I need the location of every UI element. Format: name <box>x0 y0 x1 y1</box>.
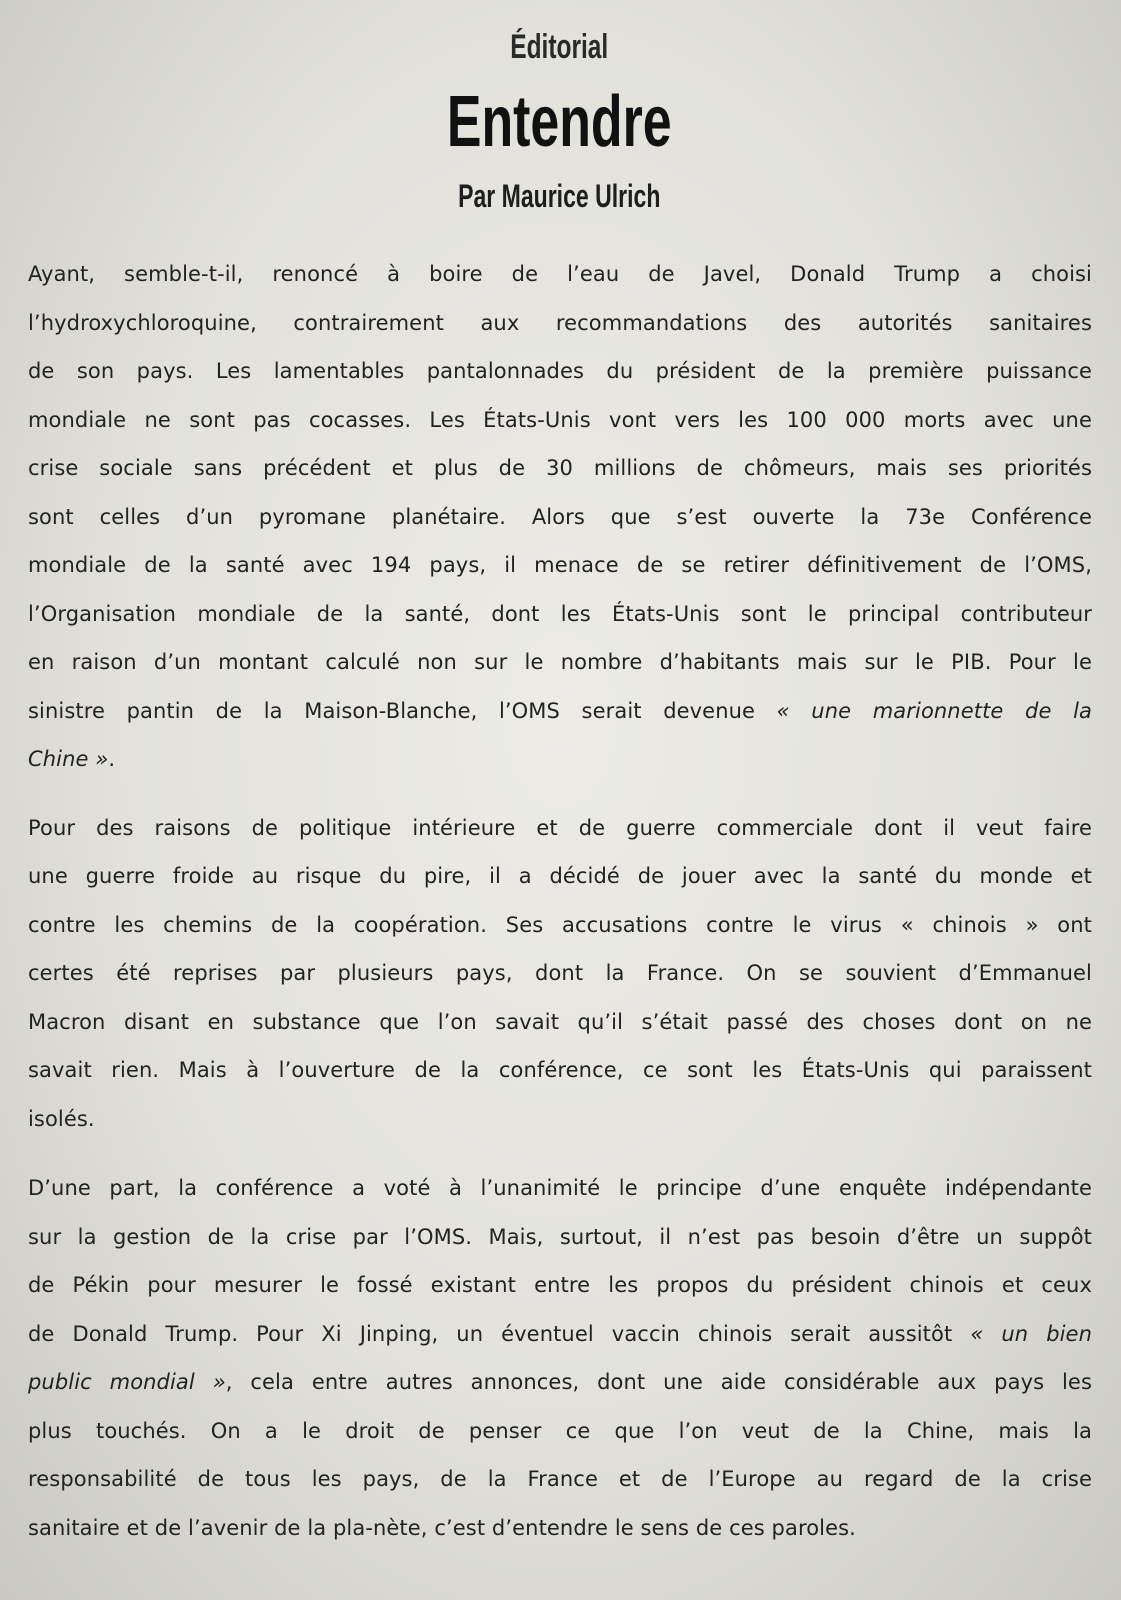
text-line <box>28 1261 1092 1310</box>
text-run: responsabilité de tous les pays, de la France et de l’Europe au regard de la crise <box>28 1467 1092 1491</box>
text-run: en raison d’un montant calculé non sur le nombre d’habitants mais sur le PIB. Pour le <box>28 650 1092 674</box>
text-run: mondiale de la santé avec 194 pays, il menace de se retirer définitivement de l’OMS, <box>28 553 1092 577</box>
text-line <box>28 1358 1092 1407</box>
article-paragraph <box>28 1164 1092 1552</box>
text-run: sinistre pantin de la Maison-Blanche, l’OMS serait devenue <box>28 698 777 723</box>
text-line <box>28 396 1092 445</box>
text-line <box>28 735 1092 784</box>
text-line <box>28 687 1092 736</box>
text-line <box>28 1310 1092 1359</box>
article-title: Entendre <box>446 82 672 162</box>
text-line <box>28 949 1092 998</box>
italic-quote: « une marionnette de la <box>776 698 1092 723</box>
text-run: de Pékin pour mesurer le fossé existant entre les propos du président chinois et ceux <box>28 1273 1092 1297</box>
text-run: Ayant, semble-t-il, renoncé à boire de l’eau de Javel, Donald Trump a choisi <box>28 262 1092 286</box>
text-line <box>28 590 1092 639</box>
text-run: Macron disant en substance que l’on savait qu’il s’était passé des choses dont on ne <box>28 1009 1092 1034</box>
text-line <box>28 250 1092 299</box>
text-run: . <box>108 747 116 771</box>
article-body <box>28 250 1092 1552</box>
text-run: sont celles d’un pyromane planétaire. Alors que s’est ouverte la 73e Conférence <box>28 504 1092 529</box>
text-run: savait rien. Mais à l’ouverture de la conférence, ce sont les États-Unis qui paraissent <box>28 1058 1092 1082</box>
text-line <box>28 1046 1092 1095</box>
paragraph-spacer <box>28 784 1092 804</box>
text-line <box>28 998 1092 1047</box>
text-run: sur la gestion de la crise par l’OMS. Mais, surtout, il n’est pas besoin d’être un suppôt <box>28 1224 1092 1249</box>
text-run: de Donald Trump. Pour Xi Jinping, un éventuel vaccin chinois serait aussitôt <box>28 1321 971 1346</box>
text-run: contre les chemins de la coopération. Ses accusations contre le virus « chinois » ont <box>28 912 1092 937</box>
text-run: une guerre froide au risque du pire, il a décidé de jouer avec la santé du monde et <box>28 864 1092 888</box>
text-run: Pour des raisons de politique intérieure et de guerre commerciale dont il veut faire <box>28 815 1092 840</box>
text-line <box>28 901 1092 950</box>
text-run: D’une part, la conférence a voté à l’unanimité le principe d’une enquête indépendante <box>28 1176 1092 1200</box>
text-run: mondiale ne sont pas cocasses. Les États-Unis vont vers les 100 000 morts avec une <box>28 407 1092 432</box>
text-line <box>28 1213 1092 1262</box>
text-line <box>28 541 1092 590</box>
section-kicker: Éditorial <box>510 28 609 66</box>
text-run: crise sociale sans précédent et plus de 30 millions de chômeurs, mais ses priorités <box>28 456 1092 480</box>
text-line <box>28 299 1092 348</box>
italic-quote: public mondial » <box>28 1370 226 1394</box>
text-line <box>28 1504 1092 1553</box>
text-line <box>28 444 1092 493</box>
paragraph-spacer <box>28 1143 1092 1164</box>
text-line <box>28 1095 1092 1144</box>
text-line <box>28 852 1092 901</box>
text-run: de son pays. Les lamentables pantalonnades du président de la première puissance <box>28 359 1092 383</box>
text-run: sanitaire et de l’avenir de la pla-nète, c’est d’entendre le sens de ces paroles. <box>28 1515 856 1540</box>
article-paragraph <box>28 250 1092 784</box>
text-run: plus touchés. On a le droit de penser ce que l’on veut de la Chine, mais la <box>28 1418 1092 1443</box>
text-line <box>28 347 1092 396</box>
italic-quote: Chine » <box>28 747 109 771</box>
article-paragraph <box>28 804 1092 1144</box>
text-run: l’Organisation mondiale de la santé, dont les États-Unis sont le principal contributeur <box>28 601 1092 626</box>
text-run: isolés. <box>28 1106 95 1131</box>
text-line <box>28 1455 1092 1504</box>
text-line <box>28 804 1092 853</box>
text-line <box>28 493 1092 542</box>
text-run: , cela entre autres annonces, dont une aide considérable aux pays les <box>225 1370 1092 1394</box>
text-line <box>28 1164 1092 1213</box>
text-run: certes été reprises par plusieurs pays, dont la France. On se souvient d’Emmanuel <box>28 961 1092 985</box>
article-byline: Par Maurice Ulrich <box>458 178 661 214</box>
italic-quote: « un bien <box>970 1321 1092 1346</box>
text-run: l’hydroxychloroquine, contrairement aux recommandations des autorités sanitaires <box>28 310 1092 335</box>
text-line <box>28 638 1092 687</box>
text-line <box>28 1407 1092 1456</box>
